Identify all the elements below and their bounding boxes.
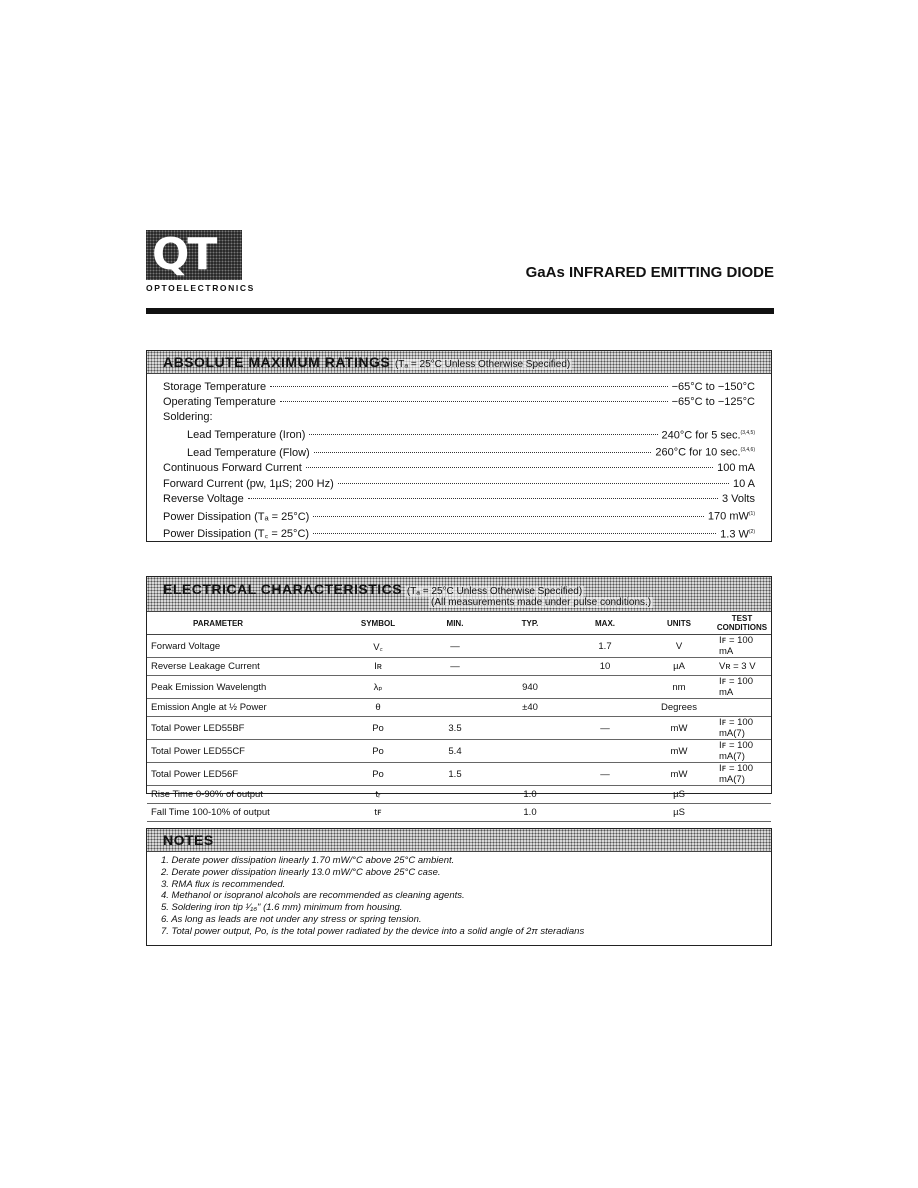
table-row — [147, 717, 771, 740]
rating-value — [708, 507, 755, 525]
note-item: 6. As long as leads are not under any stress or spring tension. — [161, 913, 422, 925]
cell-symbol: Iʀ — [341, 658, 415, 676]
cell-parameter: Reverse Leakage Current — [147, 658, 341, 676]
rating-value: −65°C to −150°C — [671, 381, 755, 393]
rating-row — [163, 380, 755, 395]
notes-section — [146, 828, 772, 946]
rating-value: 3 Volts — [721, 492, 755, 505]
cell-max: 10 — [565, 658, 645, 676]
rating-row — [163, 461, 755, 476]
rating-value: 100 mA — [717, 462, 755, 475]
rating-row — [163, 395, 755, 410]
cell-test-conditions — [713, 804, 771, 822]
table-row — [147, 635, 771, 658]
cell-parameter: Total Power LED55CF — [147, 740, 341, 763]
cell-units: Degrees — [645, 699, 713, 717]
cell-parameter: Total Power LED56F — [147, 763, 341, 786]
ratings-section — [146, 350, 772, 542]
cell-typ: 1.0 — [495, 804, 565, 822]
cell-min: — — [415, 635, 495, 658]
cell-min: — — [415, 658, 495, 676]
cell-max — [565, 676, 645, 699]
leader-dots — [270, 386, 667, 387]
rating-row — [163, 410, 755, 425]
ratings-heading: ABSOLUTE MAXIMUM RATINGS — [163, 354, 391, 370]
value-text: 260°C for 10 sec. — [655, 447, 741, 460]
note-item: 4. Methanol or isopranol alcohols are recommended as cleaning agents. — [161, 890, 465, 902]
cell-typ — [495, 635, 565, 658]
cell-min: 5.4 — [415, 740, 495, 763]
cell-max: — — [565, 717, 645, 740]
cell-min — [415, 699, 495, 717]
rating-value — [655, 443, 755, 461]
footnote-ref: (3,4,6) — [740, 447, 755, 454]
cell-symbol: θ — [341, 699, 415, 717]
rating-row — [163, 525, 755, 543]
rating-label: Reverse Voltage — [163, 492, 244, 505]
cell-max: 1.7 — [565, 635, 645, 658]
cell-max — [565, 740, 645, 763]
column-header: MAX. — [565, 612, 645, 635]
table-row — [147, 763, 771, 786]
table-row — [147, 786, 771, 804]
cell-typ — [495, 763, 565, 786]
value-text: 1.3 W — [720, 528, 749, 541]
rating-label: Forward Current (pw, 1µS; 200 Hz) — [163, 477, 334, 490]
cell-min — [415, 676, 495, 699]
cell-units: mW — [645, 717, 713, 740]
rating-value — [720, 525, 755, 543]
rating-value: −65°C to −125°C — [671, 396, 755, 409]
leader-dots — [248, 498, 718, 499]
cell-units: µS — [645, 786, 713, 804]
cell-parameter: Rise Time 0-90% of output — [147, 786, 341, 804]
cell-min: 3.5 — [415, 717, 495, 740]
cell-test-conditions: Iꜰ = 100 mA(7) — [713, 717, 771, 740]
company-logo — [146, 229, 255, 293]
cell-typ — [495, 658, 565, 676]
table-row — [147, 804, 771, 822]
table-header-row — [147, 612, 771, 635]
cell-min: 1.5 — [415, 763, 495, 786]
cell-units: µA — [645, 658, 713, 676]
cell-symbol: Po — [341, 763, 415, 786]
table-row — [147, 658, 771, 676]
cell-parameter: Peak Emission Wavelength — [147, 676, 341, 699]
column-header: TEST CONDITIONS — [713, 612, 771, 635]
column-header: MIN. — [415, 612, 495, 635]
cell-symbol: λₚ — [341, 676, 415, 699]
electrical-table — [147, 612, 771, 822]
cell-units: V — [645, 635, 713, 658]
footnote-ref: (3,4,5) — [740, 429, 755, 436]
table-row — [147, 740, 771, 763]
header-rule — [146, 308, 774, 314]
table-row — [147, 699, 771, 717]
rating-label: Soldering: — [163, 411, 213, 424]
cell-min — [415, 804, 495, 822]
cell-max — [565, 804, 645, 822]
cell-typ: 1.0 — [495, 786, 565, 804]
column-header: PARAMETER — [147, 612, 341, 635]
note-item: 1. Derate power dissipation linearly 1.70 mW/°C above 25°C ambient. — [161, 855, 455, 866]
rating-label: Storage Temperature — [163, 381, 267, 393]
cell-max: — — [565, 763, 645, 786]
leader-dots — [309, 434, 657, 435]
rating-label: Power Dissipation (Tₐ = 25°C) — [163, 510, 310, 523]
rating-label: Lead Temperature (Iron) — [187, 429, 306, 442]
electrical-section — [146, 576, 772, 818]
column-header: UNITS — [645, 612, 713, 635]
footnote-ref: (2) — [748, 528, 755, 535]
rating-row — [163, 443, 755, 461]
cell-typ — [495, 717, 565, 740]
rating-row — [163, 426, 755, 444]
leader-dots — [314, 452, 652, 453]
leader-dots — [306, 467, 713, 468]
cell-parameter: Emission Angle at ½ Power — [147, 699, 341, 717]
cell-units: nm — [645, 676, 713, 699]
logo-letters: QT — [152, 229, 216, 280]
electrical-subcondition — [163, 597, 755, 608]
rating-row — [163, 507, 755, 525]
leader-dots — [280, 401, 668, 402]
cell-max — [565, 699, 645, 717]
cell-max — [565, 786, 645, 804]
ratings-condition: (Tₐ = 25°C Unless Otherwise Specified) — [394, 359, 571, 370]
note-item: 5. Soldering iron tip ¹⁄₁₆" (1.6 mm) minimum from housing. — [161, 902, 403, 914]
footnote-ref: (1) — [748, 510, 755, 517]
notes-heading: NOTES — [163, 832, 214, 848]
cell-units: mW — [645, 763, 713, 786]
note-item: 3. RMA flux is recommended. — [161, 878, 286, 890]
cell-symbol: Po — [341, 717, 415, 740]
subcondition-text: (All measurements made under pulse conditions.) — [431, 597, 652, 608]
rating-label: Operating Temperature — [163, 396, 276, 409]
cell-typ: 940 — [495, 676, 565, 699]
leader-dots — [338, 483, 729, 484]
value-text: 170 mW — [707, 510, 749, 523]
cell-units: µS — [645, 804, 713, 822]
rating-value: 10 A — [732, 477, 755, 490]
cell-test-conditions: Vʀ = 3 V — [713, 658, 771, 676]
rating-label: Lead Temperature (Flow) — [187, 447, 310, 460]
cell-test-conditions: Iꜰ = 100 mA(7) — [713, 740, 771, 763]
document-title: GaAs INFRARED EMITTING DIODE — [525, 264, 774, 281]
cell-units: mW — [645, 740, 713, 763]
leader-dots — [313, 533, 716, 534]
note-item: 2. Derate power dissipation linearly 13.0 mW/°C above 25°C case. — [161, 866, 441, 878]
logo-mark — [146, 230, 242, 280]
cell-typ: ±40 — [495, 699, 565, 717]
rating-row — [163, 492, 755, 507]
rating-value — [662, 426, 755, 444]
note-item: 7. Total power output, Po, is the total power radiated by the device into a solid angle of 2π steradians — [161, 925, 585, 937]
ratings-header — [147, 351, 771, 374]
cell-test-conditions — [713, 699, 771, 717]
cell-symbol: Po — [341, 740, 415, 763]
leader-dots — [313, 516, 704, 517]
cell-symbol: tꜰ — [341, 804, 415, 822]
notes-header — [147, 829, 771, 852]
notes-list — [147, 852, 771, 938]
value-text: 240°C for 5 sec. — [661, 429, 741, 442]
cell-test-conditions — [713, 786, 771, 804]
rating-label: Power Dissipation (T꜀ = 25°C) — [163, 528, 310, 541]
rating-label: Continuous Forward Current — [163, 462, 302, 475]
rating-row — [163, 477, 755, 492]
cell-symbol: tᵣ — [341, 786, 415, 804]
table-row — [147, 676, 771, 699]
cell-test-conditions: Iꜰ = 100 mA(7) — [713, 763, 771, 786]
cell-parameter: Forward Voltage — [147, 635, 341, 658]
electrical-condition: (Tₐ = 25°C Unless Otherwise Specified) — [406, 586, 583, 597]
cell-parameter: Fall Time 100-10% of output — [147, 804, 341, 822]
electrical-header — [147, 577, 771, 612]
cell-min — [415, 786, 495, 804]
cell-typ — [495, 740, 565, 763]
cell-test-conditions: Iꜰ = 100 mA — [713, 635, 771, 658]
logo-subtitle: OPTOELECTRONICS — [146, 283, 255, 293]
cell-parameter: Total Power LED55BF — [147, 717, 341, 740]
ratings-list — [147, 374, 771, 547]
electrical-heading: ELECTRICAL CHARACTERISTICS — [163, 581, 403, 597]
cell-symbol: V꜀ — [341, 635, 415, 658]
cell-test-conditions: Iꜰ = 100 mA — [713, 676, 771, 699]
column-header: TYP. — [495, 612, 565, 635]
column-header: SYMBOL — [341, 612, 415, 635]
